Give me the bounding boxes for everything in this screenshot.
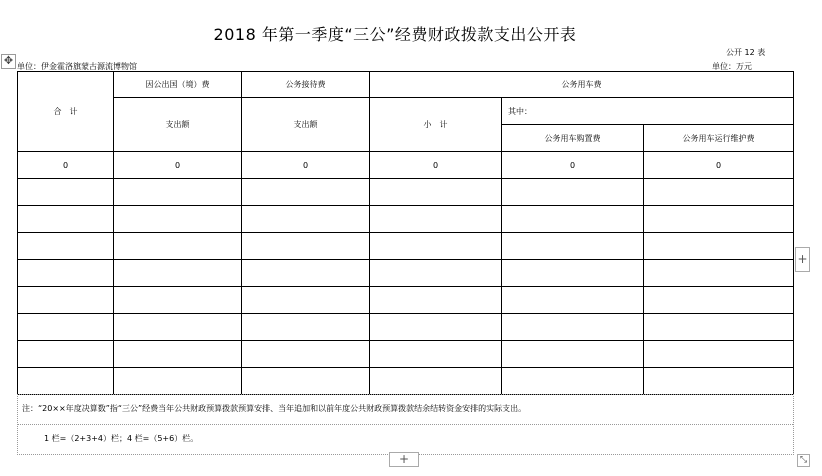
- table-cell[interactable]: [370, 287, 502, 314]
- table-row: [18, 233, 794, 260]
- table-move-handle-icon[interactable]: ✥: [1, 54, 16, 69]
- table-cell[interactable]: [370, 368, 502, 395]
- table-cell[interactable]: [370, 260, 502, 287]
- table-cell[interactable]: [18, 287, 114, 314]
- table-cell[interactable]: [370, 179, 502, 206]
- table-cell[interactable]: [370, 314, 502, 341]
- table-cell[interactable]: [242, 368, 370, 395]
- table-cell[interactable]: [644, 206, 794, 233]
- table-row: [18, 206, 794, 233]
- table-cell[interactable]: [242, 179, 370, 206]
- table-cell[interactable]: [502, 260, 644, 287]
- table-row: [18, 368, 794, 395]
- table-cell[interactable]: [18, 368, 114, 395]
- table-cell[interactable]: [644, 341, 794, 368]
- table-cell[interactable]: [242, 233, 370, 260]
- table-cell[interactable]: [502, 179, 644, 206]
- notes-divider: [17, 424, 793, 425]
- table-cell[interactable]: [502, 341, 644, 368]
- table-cell[interactable]: [644, 260, 794, 287]
- table-cell[interactable]: [502, 206, 644, 233]
- value-vehicle-purchase[interactable]: 0: [502, 152, 644, 179]
- header-abroad[interactable]: 因公出国（境）费: [114, 72, 242, 98]
- value-abroad[interactable]: 0: [114, 152, 242, 179]
- organization-unit: 单位：伊金霍洛旗蒙古源流博物馆: [17, 62, 137, 71]
- note-definition: 注：“20××年度决算数”指“三公”经费当年公共财政预算拨款预算安排、当年追加和以前年度公共财政预算拨款结余结转资金安排的实际支出。: [22, 404, 527, 413]
- table-cell[interactable]: [644, 314, 794, 341]
- table-cell[interactable]: [114, 233, 242, 260]
- table-cell[interactable]: [114, 260, 242, 287]
- header-vehicle-operation[interactable]: 公务用车运行维护费: [644, 125, 794, 152]
- header-abroad-expenditure[interactable]: 支出额: [114, 98, 242, 152]
- header-vehicle-purchase[interactable]: 公务用车购置费: [502, 125, 644, 152]
- value-vehicle-subtotal[interactable]: 0: [370, 152, 502, 179]
- table-cell[interactable]: [18, 179, 114, 206]
- value-vehicle-operation[interactable]: 0: [644, 152, 794, 179]
- header-reception-expenditure[interactable]: 支出额: [242, 98, 370, 152]
- table-cell[interactable]: [114, 368, 242, 395]
- table-cell[interactable]: [114, 287, 242, 314]
- table-cell[interactable]: [114, 206, 242, 233]
- table-row: [18, 260, 794, 287]
- table-cell[interactable]: [644, 368, 794, 395]
- table-cell[interactable]: [242, 287, 370, 314]
- table-cell[interactable]: [370, 206, 502, 233]
- table-cell[interactable]: [644, 179, 794, 206]
- money-unit: 单位：万元: [712, 62, 752, 71]
- table-cell[interactable]: [502, 314, 644, 341]
- add-row-icon[interactable]: +: [389, 452, 419, 467]
- value-reception[interactable]: 0: [242, 152, 370, 179]
- table-cell[interactable]: [114, 179, 242, 206]
- table-cell[interactable]: [502, 368, 644, 395]
- resize-handle-icon[interactable]: ⤡: [797, 454, 810, 467]
- table-cell[interactable]: [370, 233, 502, 260]
- table-cell[interactable]: [18, 341, 114, 368]
- table-row: [18, 287, 794, 314]
- table-cell[interactable]: [644, 287, 794, 314]
- table-number: 公开 12 表: [726, 48, 766, 57]
- table-cell[interactable]: [644, 233, 794, 260]
- table-cell[interactable]: [370, 341, 502, 368]
- table-cell[interactable]: [114, 314, 242, 341]
- table-title: 2018 年第一季度“三公”经费财政拨款支出公开表: [213, 25, 577, 44]
- table-cell[interactable]: [18, 206, 114, 233]
- table-cell[interactable]: [242, 314, 370, 341]
- table-cell[interactable]: [242, 341, 370, 368]
- table-row: [18, 314, 794, 341]
- table-row: [18, 341, 794, 368]
- header-vehicle-subtotal[interactable]: 小 计: [370, 98, 502, 152]
- header-total[interactable]: 合 计: [18, 72, 114, 152]
- header-reception[interactable]: 公务接待费: [242, 72, 370, 98]
- table-cell[interactable]: [502, 287, 644, 314]
- table-cell[interactable]: [114, 341, 242, 368]
- note-formula: 1 栏=（2+3+4）栏；4 栏=（5+6）栏。: [44, 434, 199, 443]
- table-cell[interactable]: [18, 260, 114, 287]
- table-cell[interactable]: [242, 206, 370, 233]
- header-vehicle[interactable]: 公务用车费: [370, 72, 794, 98]
- table-cell[interactable]: [18, 314, 114, 341]
- table-cell[interactable]: [502, 233, 644, 260]
- table-row: [18, 152, 794, 179]
- table-cell[interactable]: [18, 233, 114, 260]
- header-of-which[interactable]: 其中：: [502, 98, 794, 125]
- expense-table: [17, 71, 794, 395]
- value-total[interactable]: 0: [18, 152, 114, 179]
- table-cell[interactable]: [242, 260, 370, 287]
- table-row: [18, 179, 794, 206]
- add-column-icon[interactable]: +: [795, 247, 810, 272]
